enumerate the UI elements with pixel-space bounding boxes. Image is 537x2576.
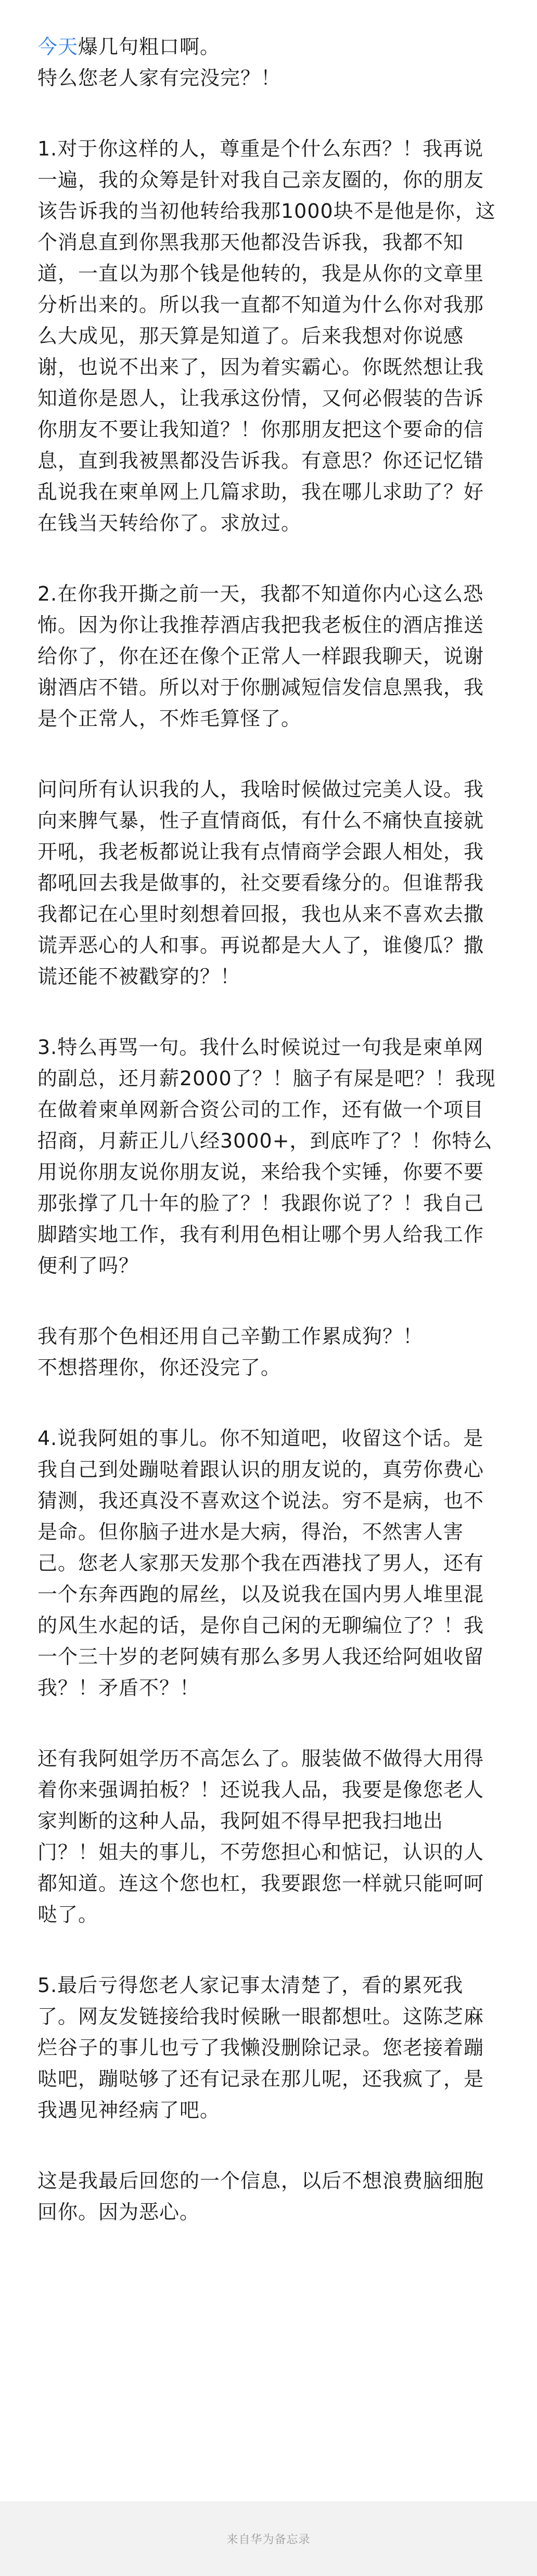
source-label: 来自华为备忘录 xyxy=(226,2533,311,2546)
intro-text: 爆几句粗口啊。 特么您老人家有完没完？！ xyxy=(37,35,282,89)
highlighted-word[interactable]: 今天 xyxy=(37,35,79,58)
memo-paragraph-2: 2.在你我开撕之前一天，我都不知道你内心这么恐怖。因为你让我推荐酒店我把我老板住的酒店推送给你了，你在还在像个正常人一样跟我聊天，说谢谢酒店不错。所以对于你删减短信发信息黑我，我是个正常人，不炸毛算怪了。 xyxy=(37,582,484,730)
memo-intro xyxy=(37,31,500,94)
memo-paragraph-8: 5.最后亏得您老人家记事太清楚了，看的累死我了。网友发链接给我时候瞅一眼都想吐。这陈芝麻烂谷子的事儿也亏了我懒没删除记录。您老接着蹦哒吧，蹦哒够了还有记录在那儿呢，还我疯了，是我遇见神经病了吧。 xyxy=(37,1974,484,2122)
memo-paragraph-7: 还有我阿姐学历不高怎么了。服装做不做得大用得着你来强调拍板？！还说我人品，我要是像您老人家判断的这种人品，我阿姐不得早把我扫地出门？！姐夫的事儿，不劳您担心和惦记，认识的人都知道。连这个您也杠，我要跟您一样就只能呵呵哒了。 xyxy=(37,1747,484,1926)
memo-paragraph-9: 这是我最后回您的一个信息，以后不想浪费脑细胞回你。因为恶心。 xyxy=(37,2169,484,2223)
memo-footer xyxy=(0,2501,537,2576)
memo-paragraph-4: 3.特么再骂一句。我什么时候说过一句我是柬单网的副总，还月薪2000了？！脑子有屎是吧？！我现在做着柬单网新合资公司的工作，还有做一个项目招商，月薪正儿八经3000+，到底咋了？！你特么用说你朋友说你朋友说，来给我个实锤，你要不要那张撑了几十年的脸了？！我跟你说了？！我自己脚踏实地工作，我有利用色相让哪个男人给我工作便利了吗？ xyxy=(37,1036,496,1277)
memo-paragraph-6: 4.说我阿姐的事儿。你不知道吧，收留这个话。是我自己到处蹦哒着跟认识的朋友说的，真劳你费心猜测，我还真没不喜欢这个说法。穷不是病，也不是命。但你脑子进水是大病，得治，不然害人害己。您老人家那天发那个我在西港找了男人，还有一个东奔西跑的屌丝，以及说我在国内男人堆里混的风生水起的话，是你自己闲的无聊编位了？！我一个三十岁的老阿姨有那么多男人我还给阿姐收留我？！矛盾不？！ xyxy=(37,1427,484,1699)
memo-paragraph-1: 1.对于你这样的人，尊重是个什么东西？！我再说一遍，我的众筹是针对我自己亲友圈的，你的朋友该告诉我的当初他转给我那1000块不是他是你，这个消息直到你黑我那天他都没告诉我，我都不知道，一直以为那个钱是他转的，我是从你的文章里分析出来的。所以我一直都不知道为什么你对我那么大成见，那天算是知道了。后来我想对你说感谢，也说不出来了，因为着实霸心。你既然想让我知道你是恩人，让我承这份情，又何必假装的告诉你朋友不要让我知道？！你那朋友把这个要命的信息，直到我被黑都没告诉我。有意思？你还记忆错乱说我在柬单网上几篇求助，我在哪儿求助了？好在钱当天转给你了。求放过。 xyxy=(37,137,496,535)
memo-paragraph-3: 问问所有认识我的人，我啥时候做过完美人设。我向来脾气暴，性子直情商低，有什么不痛快直接就开吼，我老板都说让我有点情商学会跟人相处，我都吼回去我是做事的，社交要看缘分的。但谁帮我我都记在心里时刻想着回报，我也从来不喜欢去撒谎弄恶心的人和事。再说都是大人了，谁傻瓜？撒谎还能不被戳穿的？！ xyxy=(37,778,484,988)
memo-paragraph-5: 我有那个色相还用自己辛勤工作累成狗？！ 不想搭理你，你还没完了。 xyxy=(37,1325,424,1379)
